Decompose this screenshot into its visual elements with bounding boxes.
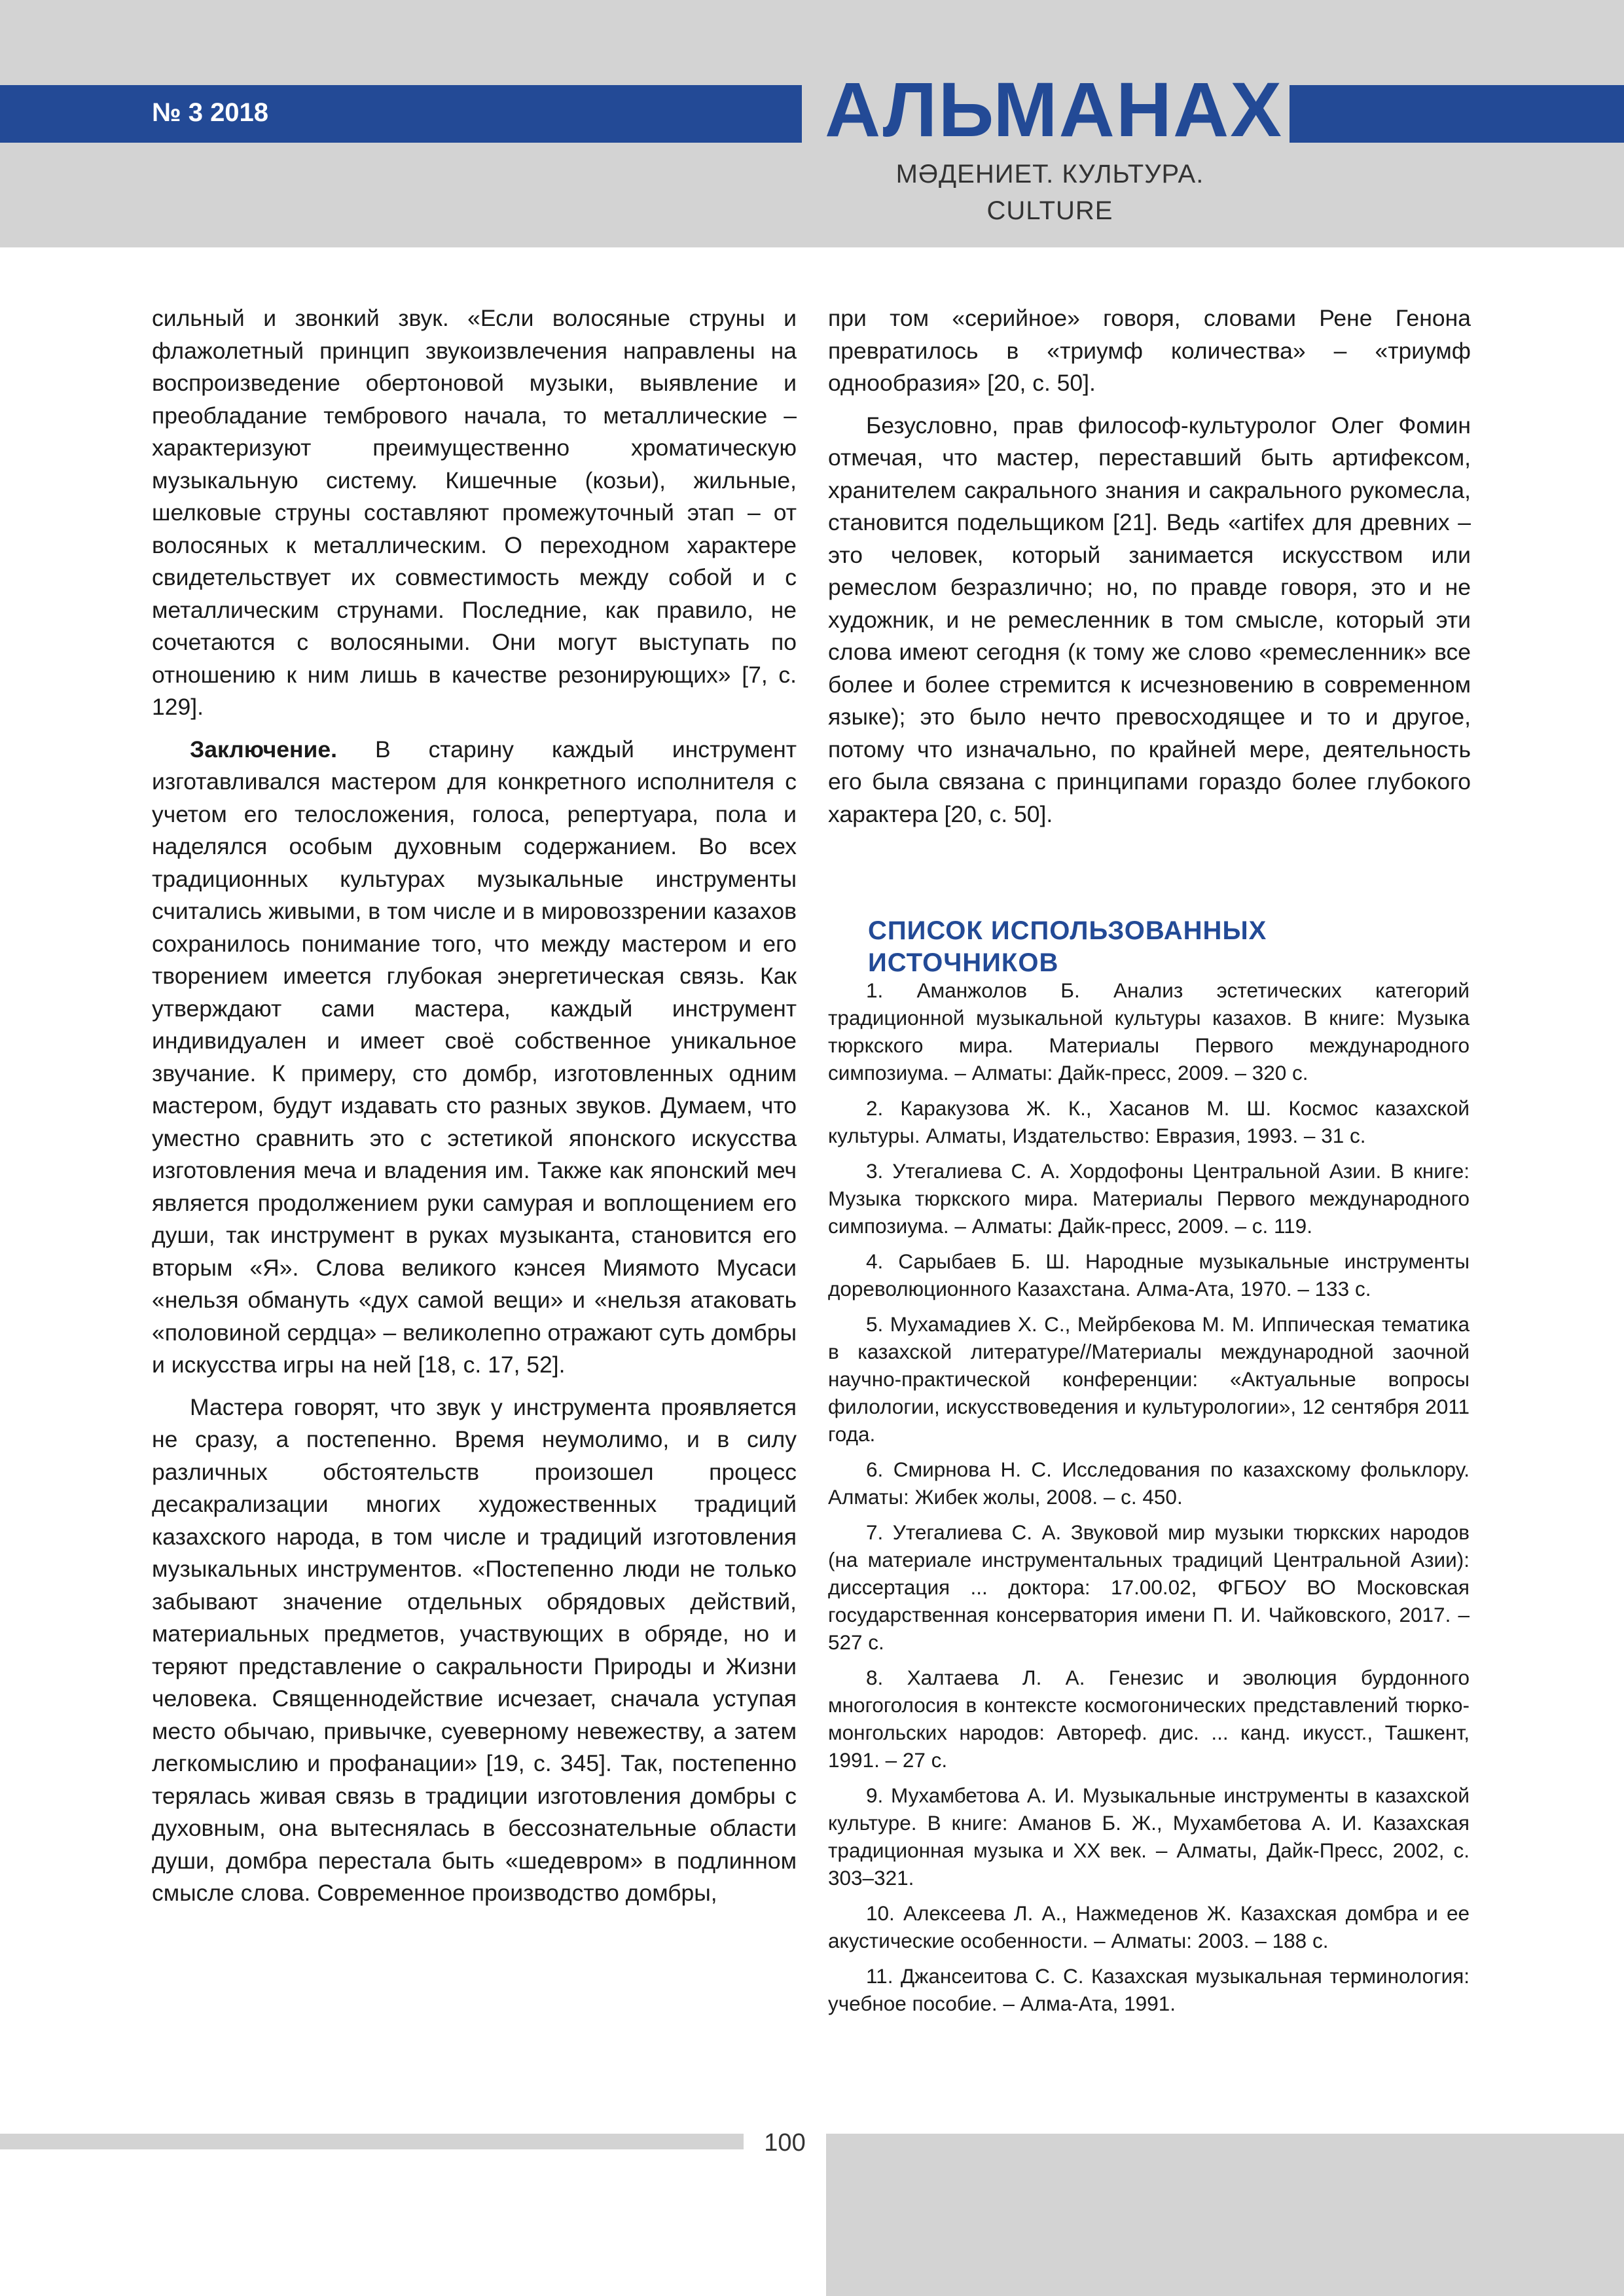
reference-item: 11. Джансеитова С. С. Казахская музыкальная терминология: учебное пособие. – Алма-Ата, 1991. bbox=[828, 1964, 1470, 2015]
header-blue-bar-right bbox=[1290, 85, 1624, 143]
reference-item: 7. Утегалиева С. А. Звуковой мир музыки тюркских народов (на материале инструментальных традиций Центральной Азии): диссертация ... доктора: 17.00.02, ФГБОУ ВО Московская государственная консерватория имени П. И. Чайковского, 2017. – 527 с. bbox=[828, 1520, 1470, 1654]
reference-item: 10. Алексеева Л. А., Нажмеденов Ж. Казахская домбра и ее акустические особенности. – Алматы: 2003. – 188 с. bbox=[828, 1901, 1470, 1952]
reference-item: 5. Мухамадиев Х. С., Мейрбекова М. М. Иппическая тематика в казахской литературе//Материалы международной заочной научно-практической конференции: «Актуальные вопросы филологии, искусствоведения и культурологии», 12 сентября 2011 года. bbox=[828, 1312, 1470, 1446]
reference-item: 1. Аманжолов Б. Анализ эстетических категорий традиционной музыкальной культуры казахов. В книге: Музыка тюркского мира. Материалы Первого международного симпозиума. – Алматы: Дайк-пресс, 2009. – 320 с. bbox=[828, 978, 1470, 1085]
reference-item: 4. Сарыбаев Б. Ш. Народные музыкальные инструменты дореволюционного Казахстана. Алма-Ата, 1970. – 133 с. bbox=[828, 1249, 1470, 1300]
reference-item: 3. Утегалиева С. А. Хордофоны Центральной Азии. В книге: Музыка тюркского мира. Материалы Первого международного симпозиума. – Алматы: Дайк-пресс, 2009. – с. 119. bbox=[828, 1159, 1470, 1238]
page-number: 100 bbox=[764, 2129, 806, 2157]
paragraph: при том «серийное» говоря, словами Рене Генона превратилось в «триумф количества» – «триумф однообразия» [20, с. 50]. bbox=[828, 305, 1471, 396]
left-column bbox=[152, 302, 797, 1920]
paragraph: Безусловно, прав философ-культуролог Олег Фомин отмечая, что мастер, переставший быть артифексом, хранителем сакрального знания и сакрального рукомесла, становится подельщиком [21]. Ведь «artifex для древних – это человек, который занимается искусством или ремеслом безразлично; но, по правде говоря, это и не художник, и не ремесленник в том смысле, который эти слова имеют сегодня (к тому же слово «ремесленник» все более и более стремится к исчезновению в современном языке); это было нечто превосходящее и то и другое, потому что изначально, по крайней мере, деятельность его была связана с принципами гораздо более глубокого характера [20, с. 50]. bbox=[828, 412, 1471, 827]
conclusion-text: В старину каждый инструмент изготавливался мастером для конкретного исполнителя с учетом его телосложения, голоса, репертуара, пола и наделялся особым духовным содержанием. Во всех традиционных культурах музыкальные инструменты считались живыми, в том числе и в мировоззрении казахов сохранилось понимание того, что между мастером и его творением имеется глубокая энергетическая связь. Как утверждают сами мастера, каждый инструмент индивидуален и имеет своё собственное уникальное звучание. К примеру, сто домбр, изготовленных одним мастером, будут издавать сто разных звуков. Думаем, что уместно сравнить это с эстетикой японского искусства изготовления меча и владения им. Также как японский меч является продолжением руки самурая и воплощением его души, так инструмент в руках музыканта, становится его вторым «Я». Слова великого кэнсея Миямото Мусаси «нельзя обмануть «дух самой вещи» и «нельзя атаковать «половиной сердца» – великолепно отражают суть домбры и искусства игры на ней [18, с. 17, 52]. bbox=[152, 736, 797, 1378]
references-list bbox=[828, 977, 1470, 2025]
paragraph: сильный и звонкий звук. «Если волосяные струны и флажолетный принцип звукоизвлечения направлены на воспроизведение обертоновой музыки, выявление и преобладание тембрового начала, то металлические – характеризуют преимущественно хроматическую музыкальную систему. Кишечные (козьи), жильные, шелковые струны составляют промежуточный этап – от волосяных к металлическим. О переходном характере свидетельствует их совместимость между собой и с металлическим струнами. Последние, как правило, не сочетаются с волосяными. Они могут выступать по отношению к ним лишь в качестве резонирующих» [7, с. 129]. bbox=[152, 305, 797, 720]
journal-subtitle: МӘДЕНИЕТ. КУЛЬТУРА. CULTURE bbox=[895, 160, 1204, 225]
paragraph: Мастера говорят, что звук у инструмента проявляется не сразу, а постепенно. Время неумолимо, и в силу различных обстоятельств произошел процесс десакрализации многих художественных традиций казахского народа, в том числе и традиций изготовления музыкальных инструментов. «Постепенно люди не только забывают значение отдельных обрядовых действий, материальных предметов, участвующих в обряде, но и теряют представление о сакральности Природы и Жизни человека. Священнодействие исчезает, сначала уступая место обычаю, привычке, суеверному невежеству, а затем легкомыслию и профанации» [19, с. 345]. Так, постепенно терялась живая связь в традиции изготовления домбры с духовным, она вытеснялась в бессознательные области души, домбра перестала быть «шедевром» в подлинном смысле слова. Современное производство домбры, bbox=[152, 1393, 797, 1906]
reference-item: 6. Смирнова Н. С. Исследования по казахскому фольклору. Алматы: Жибек жолы, 2008. – с. 450. bbox=[828, 1458, 1470, 1509]
right-column bbox=[828, 302, 1471, 840]
header-blue-bar-left bbox=[0, 85, 802, 143]
footer-line bbox=[0, 2134, 744, 2149]
references-title: СПИСОК ИСПОЛЬЗОВАННЫХ ИСТОЧНИКОВ bbox=[868, 916, 1267, 977]
journal-masthead: АЛЬМАНАХ bbox=[825, 67, 1283, 153]
reference-item: 8. Халтаева Л. А. Генезис и эволюция бурдонного многоголосия в контексте космогонических представлений тюрко-монгольских народов: Автореф. дис. ... канд. икусст., Ташкент, 1991. – 27 с. bbox=[828, 1666, 1470, 1772]
reference-item: 2. Каракузова Ж. К., Хасанов М. Ш. Космос казахской культуры. Алматы, Издательство: Евразия, 1993. – 31 с. bbox=[828, 1096, 1470, 1147]
paragraph-conclusion bbox=[152, 734, 797, 1382]
issue-number: № 3 2018 bbox=[152, 98, 269, 127]
footer-block bbox=[826, 2134, 1624, 2296]
conclusion-heading: Заключение. bbox=[190, 736, 337, 762]
reference-item: 9. Мухамбетова А. И. Музыкальные инструменты в казахской культуре. В книге: Аманов Б. Ж., Мухамбетова А. И. Казахская традиционная музыка и XX век. – Алматы, Дайк-Пресс, 2002, с. 303–321. bbox=[828, 1784, 1470, 1890]
